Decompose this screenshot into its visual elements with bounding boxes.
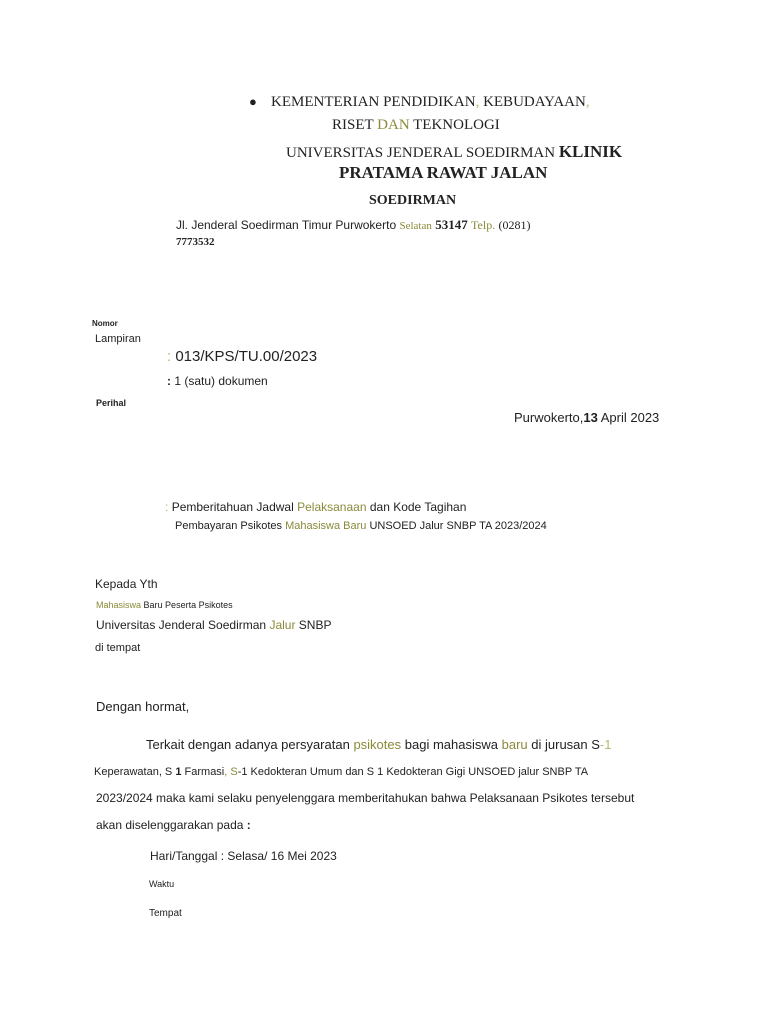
- letterhead-soedirman: SOEDIRMAN: [369, 193, 457, 208]
- p1-c: bagi mahasiswa: [404, 737, 498, 752]
- address-street: Jl. Jenderal Soedirman Timur: [176, 218, 333, 232]
- subject-2c: UNSOED Jalur SNBP TA 2023/2024: [369, 520, 547, 532]
- p2-a: Keperawatan, S: [94, 766, 173, 778]
- p2-d: , S: [224, 766, 238, 778]
- subject-2b: Mahasiswa Baru: [285, 520, 367, 532]
- letterhead-phone: 7773532: [176, 236, 215, 248]
- p2-b: 1: [175, 766, 182, 778]
- ministry-separator: ,: [475, 94, 480, 110]
- subject-1c: dan Kode: [369, 500, 422, 514]
- p4-text: akan diselenggarakan pada: [96, 818, 244, 832]
- schedule-hari: [150, 849, 337, 863]
- p4-colon: :: [246, 818, 251, 832]
- ministry-comma: ,: [585, 94, 590, 110]
- address-city: Purwokerto: [335, 218, 397, 232]
- p1-d: baru: [501, 737, 528, 752]
- subject-1d: Tagihan: [424, 500, 467, 514]
- p1-e: di jurusan S: [531, 737, 600, 752]
- date-city: Purwokerto,: [514, 410, 584, 425]
- nomor-line: [167, 348, 317, 365]
- paragraph-line-3: 2023/2024 maka kami selaku penyelenggara memberitahukan bahwa Pelaksanaan Psikotes tersebut: [96, 791, 635, 805]
- telp-area: (0281): [498, 218, 531, 232]
- perihal-label: Perihal: [96, 398, 127, 408]
- subject-1b: Pelaksanaan: [297, 500, 367, 514]
- university-name: UNIVERSITAS JENDERAL SOEDIRMAN: [286, 145, 556, 161]
- paragraph-line-2: [94, 766, 588, 778]
- p2-e: -1 Kedokteran Umum dan S: [237, 766, 375, 778]
- letterhead-riset: [332, 117, 500, 134]
- letterhead-ministry: [271, 94, 590, 111]
- kepada-yth: Kepada Yth: [95, 577, 158, 591]
- nomor-colon: :: [167, 348, 172, 365]
- p2-f: 1 Kedokteran Gigi UNSOED jalur SNBP TA: [377, 766, 589, 778]
- greeting: Dengan hormat,: [96, 699, 190, 714]
- subject-line-1: [165, 500, 466, 514]
- klinik-word: KLINIK: [558, 142, 623, 161]
- nomor-label: Nomor: [92, 319, 118, 328]
- recipient-tempat: di tempat: [95, 642, 141, 654]
- lampiran-line: [167, 374, 268, 388]
- subject-colon: :: [165, 500, 169, 514]
- recipient-snbp: SNBP: [298, 618, 332, 632]
- nomor-value: 013/KPS/TU.00/2023: [175, 348, 318, 365]
- p1-a: Terkait dengan adanya persyaratan: [146, 737, 350, 752]
- subject-line-2: [175, 520, 547, 532]
- letterhead-pratama: PRATAMA RAWAT JALAN: [339, 163, 548, 182]
- recipient-univ-name: Universitas Jenderal Soedirman: [96, 618, 267, 632]
- recipient-mahasiswa: [96, 600, 233, 610]
- recipient-jalur: Jalur: [269, 618, 296, 632]
- mahasiswa-word: Mahasiswa: [96, 600, 142, 610]
- paragraph-line-4: [96, 818, 251, 832]
- hari-value: Selasa/ 16 Mei 2023: [227, 849, 337, 863]
- bullet-icon: ●: [249, 94, 257, 109]
- ministry-name: KEMENTERIAN PENDIDIKAN: [271, 94, 476, 110]
- p1-b: psikotes: [353, 737, 402, 752]
- dan-word: DAN: [377, 117, 410, 133]
- schedule-tempat: Tempat: [149, 908, 182, 919]
- ministry-tail: KEBUDAYAAN: [479, 94, 586, 110]
- address-selatan: Selatan: [399, 220, 432, 232]
- schedule-waktu: Waktu: [149, 879, 175, 889]
- letterhead-address: [176, 217, 531, 233]
- paragraph-line-1: [146, 737, 611, 752]
- address-postcode: 53147: [435, 217, 468, 232]
- subject-2a: Pembayaran Psikotes: [175, 520, 282, 532]
- subject-1a: Pemberitahuan Jadwal: [171, 500, 294, 514]
- riset-word: RISET: [332, 117, 374, 133]
- lampiran-value: 1 (satu) dokumen: [174, 374, 268, 388]
- telp-label: Telp.: [471, 218, 496, 232]
- lampiran-label: Lampiran: [95, 333, 141, 345]
- recipient-university: [96, 618, 331, 632]
- p1-f: -1: [599, 737, 612, 752]
- mahasiswa-tail: Baru Peserta Psikotes: [143, 600, 233, 610]
- letter-date: [514, 410, 659, 425]
- p2-c: Farmasi: [184, 766, 225, 778]
- hari-label: Hari/Tanggal: [150, 849, 218, 863]
- hari-colon: :: [220, 849, 225, 863]
- letterhead-university: [286, 142, 622, 162]
- teknologi-word: TEKNOLOGI: [413, 117, 500, 133]
- lampiran-colon: :: [167, 374, 171, 388]
- date-day: 13: [583, 410, 598, 425]
- date-month-year: April 2023: [600, 410, 660, 425]
